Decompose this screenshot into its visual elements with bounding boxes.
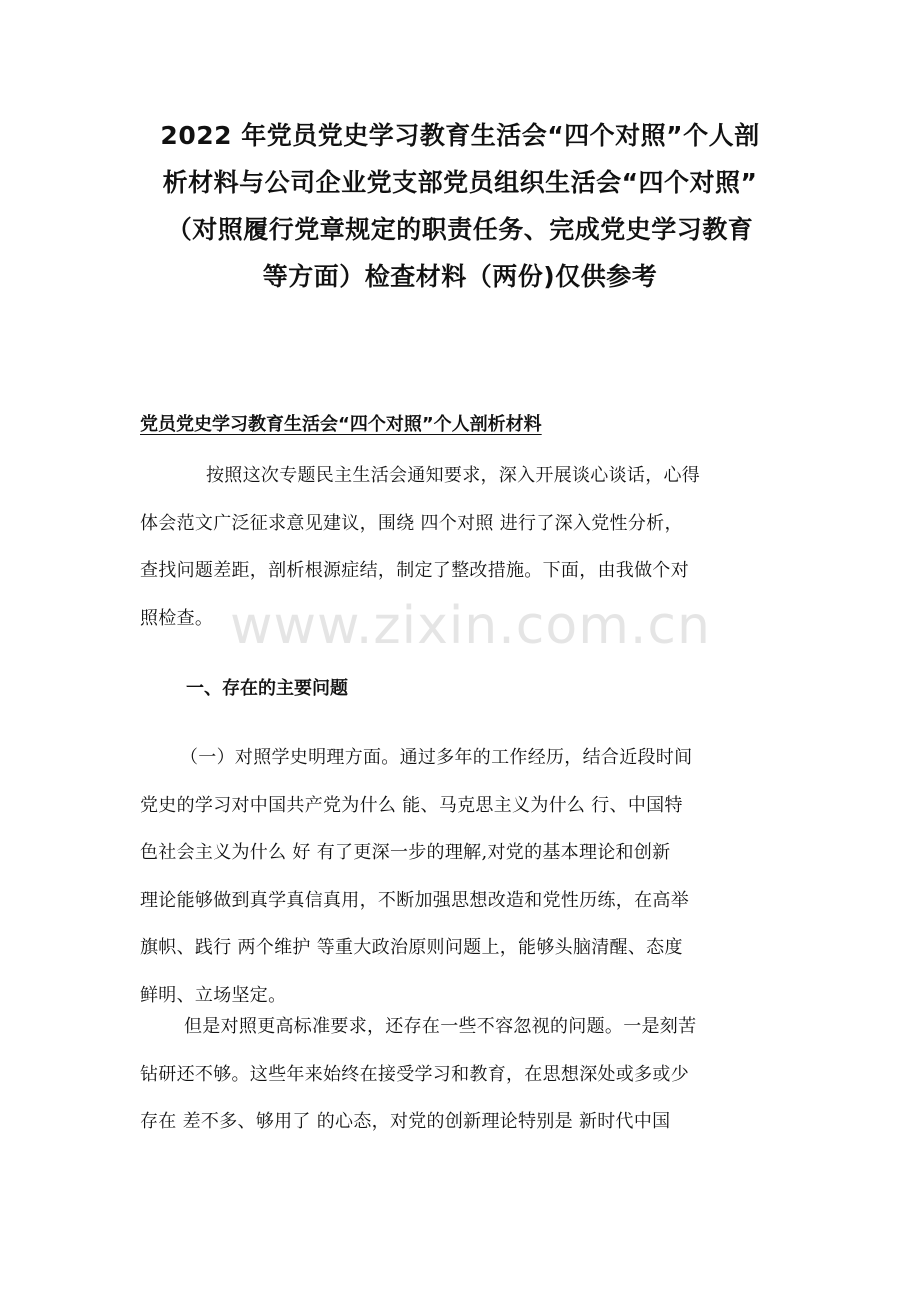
paragraph-line: 鲜明、立场坚定。 [140,984,287,1006]
body-paragraph [140,734,790,1019]
paragraph-line: 钻研还不够。这些年来始终在接受学习和教育，在思想深处或多或少 [140,1063,689,1085]
title-line: 等方面）检查材料（两份)仅供参考 [262,262,658,291]
intro-paragraph [140,452,790,642]
paragraph-line: 体会范文广泛征求意见建议，围绕 四个对照 进行了深入党性分析， [140,512,683,534]
title-line: （对照履行党章规定的职责任务、完成党史学习教育 [166,215,754,244]
title-line: 2022 年党员党史学习教育生活会“四个对照”个人剖 [160,121,760,150]
paragraph-line: 存在 差不多、够用了 的心态，对党的创新理论特别是 新时代中国 [140,1111,671,1132]
paragraph-line: 照检查。 [140,607,214,629]
body-paragraph [140,1003,790,1146]
document-title [120,112,800,300]
title-line: 析材料与公司企业党支部党员组织生活会“四个对照” [162,168,758,197]
paragraph-line: 色社会主义为什么 好 有了更深一步的理解,对党的基本理论和创新 [140,842,671,863]
paragraph-line: 查找问题差距，剖析根源症结，制定了整改措施。下面，由我做个对 [140,560,689,581]
subsection-heading: 一、存在的主要问题 [186,678,348,699]
paragraph-line: 理论能够做到真学真信真用，不断加强思想改造和党性历练，在高举 [140,889,689,911]
paragraph-line: （一）对照学史明理方面。通过多年的工作经历，结合近段时间 [180,747,693,768]
paragraph-line: 旗帜、践行 两个维护 等重大政治原则问题上，能够头脑清醒、态度 [140,937,683,958]
paragraph-line: 但是对照更高标准要求，还存在一些不容忽视的问题。一是刻苦 [184,1016,697,1037]
paragraph-line: 党史的学习对中国共产党为什么 能、马克思主义为什么 行、中国特 [140,794,683,816]
section-heading: 党员党史学习教育生活会“四个对照”个人剖析材料 [140,414,542,435]
paragraph-line: 按照这次专题民主生活会通知要求，深入开展谈心谈话，心得 [206,465,701,486]
watermark: www.zixin.com.cn [230,596,711,656]
